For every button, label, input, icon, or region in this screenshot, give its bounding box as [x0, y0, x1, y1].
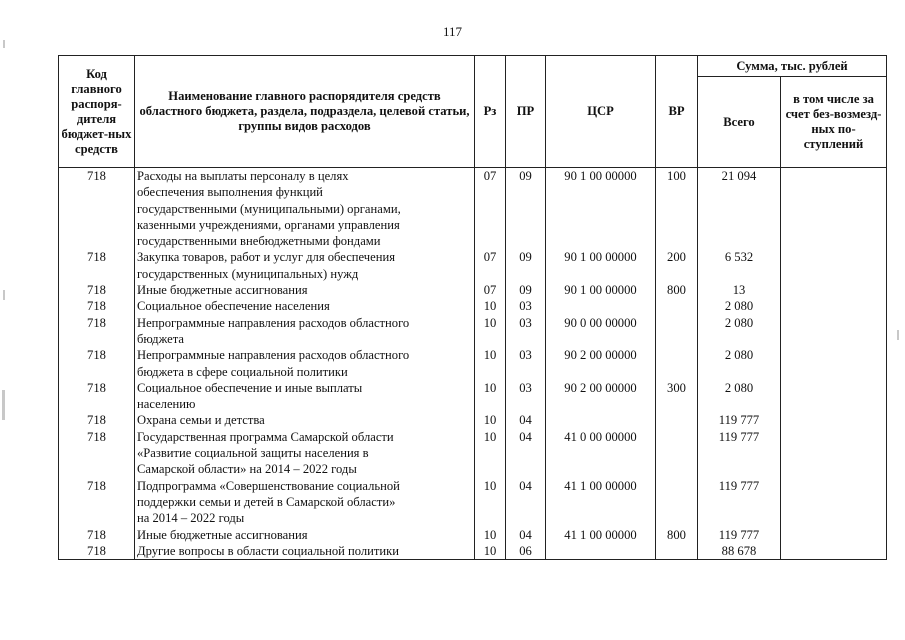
cell-total: 2 080 — [698, 298, 781, 314]
cell-name — [135, 249, 475, 282]
cell-name — [135, 298, 475, 314]
cell-total: 88 678 — [698, 543, 781, 560]
header-vr: ВР — [656, 56, 698, 168]
cell-name — [135, 543, 475, 560]
cell-total: 119 777 — [698, 527, 781, 543]
cell-vr: 200 — [656, 249, 698, 282]
cell-csr: 41 1 00 00000 — [546, 527, 656, 543]
cell-pr: 04 — [506, 429, 546, 478]
cell-name-line: на 2014 – 2022 годы — [137, 511, 245, 526]
cell-vr: 100 — [656, 168, 698, 250]
cell-name — [135, 478, 475, 527]
cell-csr: 90 1 00 00000 — [546, 249, 656, 282]
cell-name-line: Социальное обеспечение населения — [137, 299, 330, 314]
cell-name — [135, 282, 475, 298]
cell-gratuitous — [781, 412, 887, 428]
cell-rz: 10 — [475, 298, 506, 314]
cell-pr: 06 — [506, 543, 546, 560]
header-rz: Рз — [475, 56, 506, 168]
cell-total: 2 080 — [698, 347, 781, 380]
cell-code: 718 — [59, 412, 135, 428]
cell-name-line: государственными (муниципальными) органами, — [137, 201, 401, 216]
cell-rz: 10 — [475, 429, 506, 478]
cell-total: 119 777 — [698, 478, 781, 527]
cell-rz: 10 — [475, 315, 506, 348]
cell-name-line: Закупка товаров, работ и услуг для обеспечения — [137, 250, 396, 265]
scan-artifact — [3, 290, 5, 300]
cell-gratuitous — [781, 282, 887, 298]
header-name: Наименование главного распорядителя средств областного бюджета, раздела, подраздела, целевой статьи, группы видов расходов — [135, 56, 475, 168]
cell-gratuitous — [781, 429, 887, 478]
cell-name-line: Другие вопросы в области социальной политики — [137, 543, 400, 558]
cell-name-line: Иные бюджетные ассигнования — [137, 283, 308, 298]
cell-rz: 07 — [475, 249, 506, 282]
cell-csr: 41 0 00 00000 — [546, 429, 656, 478]
header-csr: ЦСР — [546, 56, 656, 168]
cell-name-line: государственных (муниципальных) нужд — [137, 266, 359, 281]
cell-rz: 10 — [475, 347, 506, 380]
cell-pr: 04 — [506, 527, 546, 543]
table-row — [59, 380, 887, 413]
budget-table — [58, 55, 887, 560]
cell-code: 718 — [59, 347, 135, 380]
header-code: Код главного распоря-дителя бюджет-ных средств — [59, 56, 135, 168]
cell-vr — [656, 298, 698, 314]
page-number: 117 — [442, 24, 463, 39]
header-sum: Сумма, тыс. рублей — [698, 56, 887, 77]
cell-name-line: Непрограммные направления расходов областного — [137, 315, 410, 330]
cell-code: 718 — [59, 478, 135, 527]
header-total: Всего — [698, 77, 781, 168]
cell-csr: 90 1 00 00000 — [546, 282, 656, 298]
cell-gratuitous — [781, 315, 887, 348]
cell-total: 6 532 — [698, 249, 781, 282]
cell-vr — [656, 543, 698, 560]
cell-gratuitous — [781, 478, 887, 527]
cell-name-line: населению — [137, 397, 196, 412]
cell-name-line: бюджета в сфере социальной политики — [137, 364, 348, 379]
cell-pr: 09 — [506, 168, 546, 250]
cell-rz: 10 — [475, 380, 506, 413]
cell-vr — [656, 315, 698, 348]
cell-csr: 90 2 00 00000 — [546, 347, 656, 380]
cell-code: 718 — [59, 168, 135, 250]
cell-name-line: «Развитие социальной защиты населения в — [137, 446, 369, 461]
cell-pr: 03 — [506, 380, 546, 413]
cell-code: 718 — [59, 282, 135, 298]
cell-total: 21 094 — [698, 168, 781, 250]
cell-vr: 800 — [656, 282, 698, 298]
cell-code: 718 — [59, 315, 135, 348]
cell-rz: 10 — [475, 412, 506, 428]
cell-csr: 90 1 00 00000 — [546, 168, 656, 250]
table-row — [59, 347, 887, 380]
cell-vr — [656, 429, 698, 478]
cell-name — [135, 412, 475, 428]
table-row — [59, 412, 887, 428]
cell-gratuitous — [781, 543, 887, 560]
cell-code: 718 — [59, 380, 135, 413]
cell-csr: 90 2 00 00000 — [546, 380, 656, 413]
cell-code: 718 — [59, 429, 135, 478]
cell-pr: 03 — [506, 347, 546, 380]
cell-name-line: поддержки семьи и детей в Самарской области» — [137, 494, 396, 509]
scan-artifact — [3, 40, 5, 48]
cell-gratuitous — [781, 380, 887, 413]
cell-gratuitous — [781, 168, 887, 250]
cell-total: 119 777 — [698, 429, 781, 478]
cell-name-line: Социальное обеспечение и иные выплаты — [137, 380, 363, 395]
cell-name-line: Охрана семьи и детства — [137, 413, 265, 428]
cell-vr: 300 — [656, 380, 698, 413]
cell-rz: 07 — [475, 282, 506, 298]
cell-gratuitous — [781, 347, 887, 380]
cell-csr: 90 0 00 00000 — [546, 315, 656, 348]
cell-total: 2 080 — [698, 380, 781, 413]
table-row — [59, 282, 887, 298]
cell-rz: 10 — [475, 527, 506, 543]
cell-code: 718 — [59, 249, 135, 282]
cell-pr: 03 — [506, 315, 546, 348]
cell-gratuitous — [781, 249, 887, 282]
cell-csr: 41 1 00 00000 — [546, 478, 656, 527]
table-row — [59, 315, 887, 348]
cell-vr — [656, 478, 698, 527]
cell-csr — [546, 298, 656, 314]
table-row — [59, 478, 887, 527]
table-row — [59, 298, 887, 314]
table-body — [59, 168, 887, 560]
cell-pr: 04 — [506, 478, 546, 527]
cell-pr: 09 — [506, 282, 546, 298]
cell-name-line: государственными внебюджетными фондами — [137, 234, 381, 249]
cell-name-line: казенными учреждениями, органами управления — [137, 217, 400, 232]
cell-vr: 800 — [656, 527, 698, 543]
scan-artifact — [2, 390, 5, 420]
header-gratuitous: в том числе за счет без-возмезд-ных по-ступлений — [781, 77, 887, 168]
cell-pr: 09 — [506, 249, 546, 282]
cell-total: 119 777 — [698, 412, 781, 428]
cell-name-line: Подпрограмма «Совершенствование социальной — [137, 478, 400, 493]
cell-vr — [656, 347, 698, 380]
cell-vr — [656, 412, 698, 428]
cell-name — [135, 347, 475, 380]
cell-name — [135, 168, 475, 250]
table-row — [59, 429, 887, 478]
table-row — [59, 527, 887, 543]
cell-code: 718 — [59, 527, 135, 543]
cell-gratuitous — [781, 298, 887, 314]
header-pr: ПР — [506, 56, 546, 168]
cell-name-line: Иные бюджетные ассигнования — [137, 527, 308, 542]
table-header — [59, 56, 887, 168]
cell-gratuitous — [781, 527, 887, 543]
cell-name-line: Непрограммные направления расходов областного — [137, 348, 410, 363]
cell-total: 13 — [698, 282, 781, 298]
cell-name — [135, 380, 475, 413]
scan-artifact — [897, 330, 899, 340]
cell-name-line: бюджета — [137, 331, 184, 346]
cell-name-line: Государственная программа Самарской области — [137, 429, 394, 444]
cell-rz: 07 — [475, 168, 506, 250]
cell-code: 718 — [59, 543, 135, 560]
cell-name-line: Расходы на выплаты персоналу в целях — [137, 169, 349, 183]
cell-code: 718 — [59, 298, 135, 314]
cell-name — [135, 429, 475, 478]
cell-name — [135, 527, 475, 543]
cell-total: 2 080 — [698, 315, 781, 348]
cell-name — [135, 315, 475, 348]
cell-pr: 04 — [506, 412, 546, 428]
cell-rz: 10 — [475, 478, 506, 527]
cell-csr — [546, 543, 656, 560]
table-row — [59, 249, 887, 282]
cell-name-line: обеспечения выполнения функций — [137, 185, 323, 200]
table-row — [59, 543, 887, 560]
cell-csr — [546, 412, 656, 428]
cell-name-line: Самарской области» на 2014 – 2022 годы — [137, 462, 357, 477]
table-row — [59, 168, 887, 250]
cell-rz: 10 — [475, 543, 506, 560]
cell-pr: 03 — [506, 298, 546, 314]
